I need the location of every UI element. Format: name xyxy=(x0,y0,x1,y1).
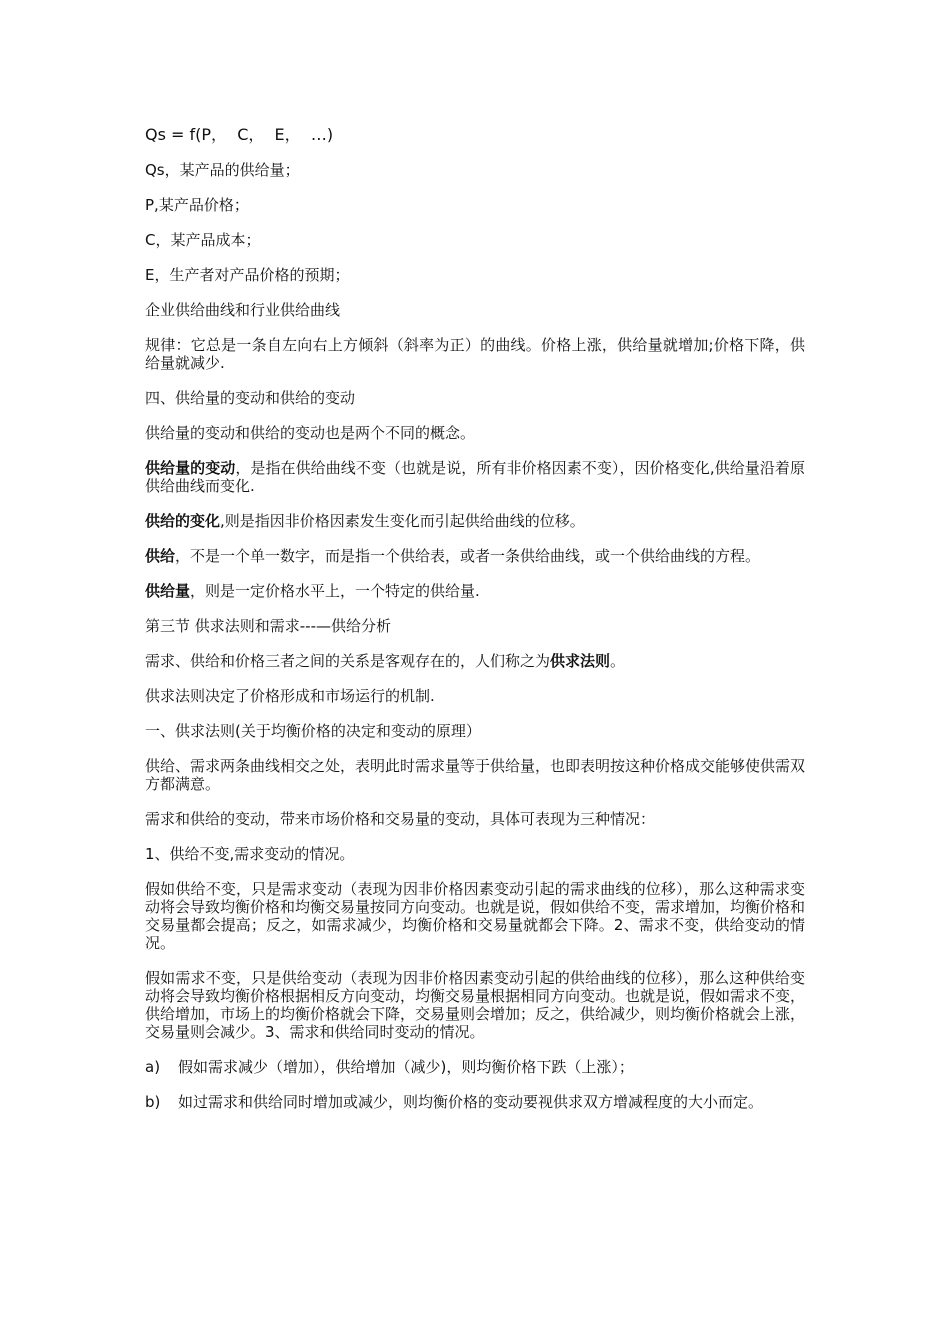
concept-paragraph: 供给量的变动和供给的变动也是两个不同的概念。 xyxy=(145,424,476,442)
law-intro-term: 供求法则 xyxy=(550,652,611,670)
supply-curve-title: 企业供给曲线和行业供给曲线 xyxy=(145,301,341,319)
law-intro-text-a: 需求、供给和价格三者之间的关系是客观存在的，人们称之为 xyxy=(145,652,551,670)
supply-change-term: 供给的变化 xyxy=(145,512,221,530)
definition-p: P,某产品价格； xyxy=(145,196,249,214)
supply-rule-paragraph: 规律：它总是一条自左向右上方倾斜（斜率为正）的曲线。价格上涨，供给量就增加;价格下降，供给量就减少. xyxy=(145,336,805,372)
list-text: 假如需求减少（增加），供给增加（减少)，则均衡价格下跌（上涨）； xyxy=(178,1058,634,1076)
list-marker: b) xyxy=(145,1093,161,1111)
list-text: 如过需求和供给同时增加或减少，则均衡价格的变动要视供求双方增减程度的大小而定。 xyxy=(178,1093,764,1111)
law-decides-paragraph: 供求法则决定了价格形成和市场运行的机制. xyxy=(145,687,435,705)
law-intro-paragraph xyxy=(145,652,805,670)
case-one-heading: 1、供给不变,需求变动的情况。 xyxy=(145,845,355,863)
supply-change-text: ,则是指因非价格因素发生变化而引起供给曲线的位移。 xyxy=(220,512,585,530)
law-intro-text-b: 。 xyxy=(610,652,626,670)
supply-definition-paragraph xyxy=(145,547,805,565)
supply-change-paragraph xyxy=(145,512,805,530)
definition-c: C，某产品成本； xyxy=(145,231,261,249)
section-three-heading: 第三节 供求法则和需求---—供给分析 xyxy=(145,617,392,635)
supply-quantity-term: 供给量 xyxy=(145,582,191,600)
definition-qs: Qs，某产品的供给量； xyxy=(145,161,300,179)
intersection-paragraph: 供给、需求两条曲线相交之处，表明此时需求量等于供给量，也即表明按这种价格成交能够使供需双方都满意。 xyxy=(145,757,806,793)
quantity-change-term: 供给量的变动 xyxy=(145,459,236,477)
quantity-change-text: ，是指在供给曲线不变（也就是说，所有非价格因素不变），因价格变化,供给量沿着原供给曲线而变化. xyxy=(145,459,805,495)
list-item xyxy=(145,1058,805,1076)
list-item xyxy=(145,1093,805,1111)
quantity-change-paragraph xyxy=(145,459,805,495)
supply-function-formula: Qs = f(P， C， E， …) xyxy=(145,125,334,144)
case-one-paragraph: 假如供给不变，只是需求变动（表现为因非价格因素变动引起的需求曲线的位移），那么这种需求变动将会导致均衡价格和均衡交易量按同方向变动。也就是说，假如供给不变，需求增加，均衡价格和交易量都会提高；反之，如需求减少，均衡价格和交易量就都会下降。2、需求不变，供给变动的情况。 xyxy=(145,880,806,952)
list-marker: a) xyxy=(145,1058,161,1076)
section-four-heading: 四、供给量的变动和供给的变动 xyxy=(145,389,356,407)
case-two-paragraph: 假如需求不变，只是供给变动（表现为因非价格因素变动引起的供给曲线的位移），那么这种供给变动将会导致均衡价格根据相反方向变动，均衡交易量根据相同方向变动。也就是说，假如需求不变，供给增加，市场上的均衡价格就会下降，交易量则会增加；反之，供给减少，则均衡价格就会上涨，交易量则会减少。3、需求和供给同时变动的情况。 xyxy=(145,969,806,1041)
supply-quantity-text: ，则是一定价格水平上，一个特定的供给量. xyxy=(190,582,480,600)
supply-quantity-paragraph xyxy=(145,582,805,600)
supply-definition-text: ，不是一个单一数字，而是指一个供给表，或者一条供给曲线，或一个供给曲线的方程。 xyxy=(175,547,761,565)
supply-term: 供给 xyxy=(145,547,176,565)
law-heading: 一、供求法则(关于均衡价格的决定和变动的原理） xyxy=(145,722,481,740)
document-page xyxy=(145,126,805,1128)
changes-paragraph: 需求和供给的变动，带来市场价格和交易量的变动，具体可表现为三种情况： xyxy=(145,810,656,828)
definition-e: E，生产者对产品价格的预期； xyxy=(145,266,350,284)
